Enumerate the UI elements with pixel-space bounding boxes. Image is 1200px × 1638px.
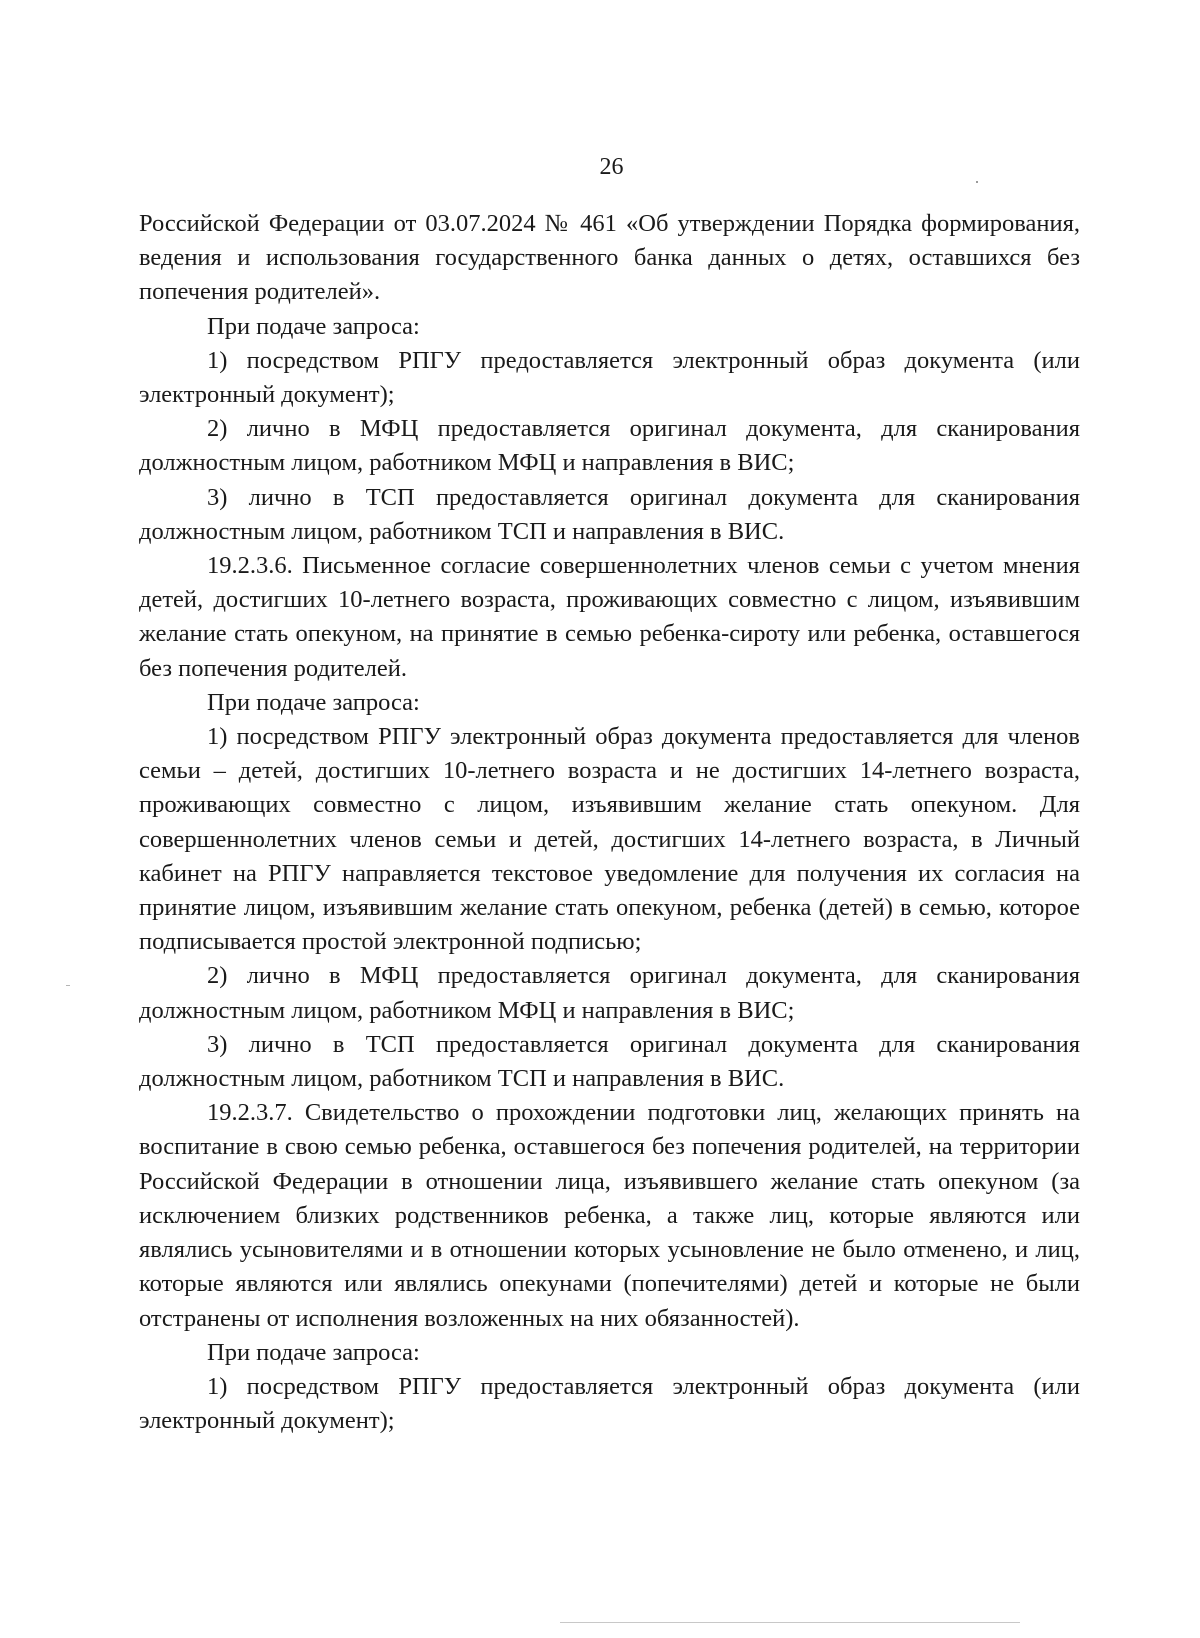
scan-bottom-edge [560,1622,1020,1623]
paragraph-list-item: 1) посредством РПГУ предоставляется электронный образ документа (или электронный документ); [139,346,1080,409]
paragraph-submission-heading: При подаче запроса: [207,688,420,716]
paragraph-list-item: 3) лично в ТСП предоставляется оригинал документа для сканирования должностным лицом, работником ТСП и направления в ВИС. [139,483,1080,545]
paragraph-list-item: 1) посредством РПГУ электронный образ документа предоставляется для членов семьи – детей, достигших 10-летнего возраста и не достигших 14-летнего возраста, проживающих совместно с лицом, изъявившим желание стать опекуном. Для совершеннолетних членов семьи и детей, достигших 14-летнего возраста, в Личный кабинет на РПГУ направляется текстовое уведомление для получения их согласия на принятие лицом, изъявившим желание стать опекуном, ребенка (детей) в семью, которое подписывается простой электронной подписью; [139,723,1080,956]
paragraph-submission-heading: При подаче запроса: [207,312,420,340]
paragraph-section-19-2-3-7: 19.2.3.7. Свидетельство о прохождении подготовки лиц, желающих принять на воспитание в свою семью ребенка, оставшегося без попечения родителей, на территории Российской Федерации в отношении лица, изъявившего желание стать опекуном (за исключением близких родственников ребенка, а также лиц, которые являются или являлись усыновителями и в отношении которых усыновление не было отменено, и лиц, которые являются или являлись опекунами (попечителями) детей и которые не были отстранены от исполнения возложенных на них обязанностей). [139,1099,1080,1332]
paragraph-submission-heading: При подаче запроса: [207,1338,420,1366]
page-number: 26 [599,154,624,180]
paragraph-list-item: 2) лично в МФЦ предоставляется оригинал документа, для сканирования должностным лицом, работником МФЦ и направления в ВИС; [139,962,1080,1024]
paragraph-section-19-2-3-6: 19.2.3.6. Письменное согласие совершеннолетних членов семьи с учетом мнения детей, достигших 10-летнего возраста, проживающих совместно с лицом, изъявившим желание стать опекуном, на принятие в семью ребенка-сироту или ребенка, оставшегося без попечения родителей. [139,552,1080,682]
scan-speck [976,181,978,183]
scan-speck [66,985,70,986]
paragraph-continuation: Российской Федерации от 03.07.2024 № 461 «Об утверждении Порядка формирования, ведения и использования государственного банка данных о детях, оставшихся без попечения родителей». [139,210,1080,306]
paragraph-list-item: 1) посредством РПГУ предоставляется электронный образ документа (или электронный документ); [139,1372,1080,1435]
paragraph-list-item: 3) лично в ТСП предоставляется оригинал документа для сканирования должностным лицом, работником ТСП и направления в ВИС. [139,1030,1080,1093]
paragraph-list-item: 2) лично в МФЦ предоставляется оригинал документа, для сканирования должностным лицом, работником МФЦ и направления в ВИС; [139,415,1080,477]
document-body [139,207,1080,1438]
